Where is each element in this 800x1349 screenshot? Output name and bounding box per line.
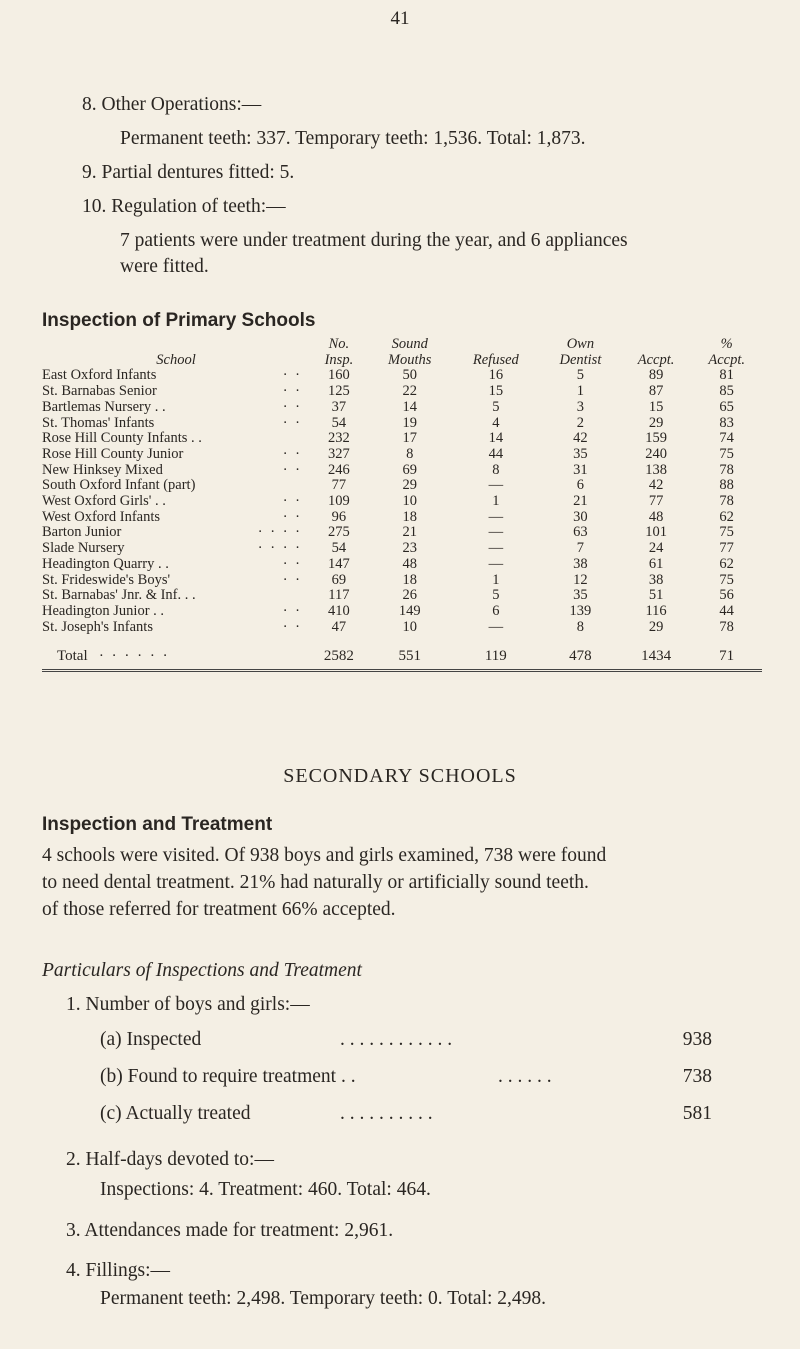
cell-refused: 1 [492, 571, 500, 588]
cell-accpt: 89 [648, 367, 664, 384]
cell-sound: 18 [402, 571, 417, 588]
cell-sound: 149 [398, 602, 421, 619]
total-refused: 119 [484, 648, 507, 665]
cell-sound: 21 [402, 524, 417, 541]
particulars-2-label: 2. Half-days devoted to:— [66, 1149, 274, 1170]
cell-pct: 85 [719, 383, 734, 400]
total-accpt: 1434 [641, 648, 672, 665]
cell-pct: 56 [719, 587, 734, 604]
cell-refused: 6 [492, 602, 500, 619]
cell-pct: 65 [719, 398, 734, 415]
cell-pct: 44 [719, 602, 734, 619]
cell-dentist: 30 [573, 508, 588, 525]
cell-accpt: 159 [645, 430, 667, 447]
school-name: St. Frideswide's Boys' · · [42, 571, 302, 588]
table-row [42, 400, 762, 416]
cell-accpt: 138 [645, 461, 667, 478]
cell-insp: 147 [328, 555, 350, 572]
school-name: St. Thomas' Infants · · [42, 414, 302, 431]
cell-insp: 410 [328, 602, 350, 619]
primary-schools-table [42, 337, 762, 672]
school-name: Rose Hill County Junior · · [42, 445, 302, 462]
table-row [42, 588, 762, 604]
particulars-1-label: 1. Number of boys and girls:— [66, 994, 310, 1015]
cell-accpt: 48 [648, 508, 664, 525]
item-8-detail: Permanent teeth: 337. Temporary teeth: 1,536. Total: 1,873. [120, 128, 586, 149]
cell-pct: 74 [719, 430, 734, 447]
table-row [42, 510, 762, 526]
cell-dentist: 7 [576, 540, 585, 557]
school-name: Barton Junior · · · · [42, 524, 302, 541]
school-name: East Oxford Infants · · [42, 367, 302, 384]
cell-insp: 96 [331, 508, 347, 525]
cell-accpt: 15 [648, 398, 664, 415]
cell-accpt: 87 [648, 383, 664, 400]
cell-refused: — [488, 540, 504, 557]
table-row [42, 478, 762, 494]
cell-accpt: 42 [648, 477, 664, 494]
cell-insp: 117 [328, 587, 350, 604]
primary-heading: Inspection of Primary Schools [42, 310, 316, 331]
cell-accpt: 61 [648, 555, 664, 572]
item-8-label: 8. Other Operations:— [82, 94, 262, 115]
cell-pct: 78 [719, 493, 734, 510]
item-10-line2: were fitted. [120, 256, 209, 277]
school-name: St. Barnabas' Jnr. & Inf. . . [42, 587, 196, 604]
cell-refused: 1 [492, 493, 500, 510]
item-9: 9. Partial dentures fitted: 5. [82, 162, 295, 183]
cell-pct: 77 [719, 540, 734, 557]
cell-sound: 23 [402, 540, 417, 557]
table-row [42, 557, 762, 573]
cell-dentist: 35 [573, 445, 588, 462]
cell-refused: — [488, 524, 504, 541]
school-name: Headington Quarry . . · · [42, 555, 302, 572]
col-pct-bot: Accpt. [708, 351, 745, 368]
total-label: Total · · · · · · [57, 648, 170, 665]
cell-accpt: 29 [648, 618, 664, 635]
school-name: West Oxford Girls' . . · · [42, 493, 302, 510]
cell-pct: 83 [719, 414, 734, 431]
cell-accpt: 116 [645, 602, 667, 619]
school-name: South Oxford Infant (part) [42, 477, 196, 494]
cell-sound: 18 [402, 508, 417, 525]
cell-sound: 26 [402, 587, 417, 604]
cell-dentist: 42 [573, 430, 588, 447]
cell-pct: 75 [719, 524, 734, 541]
cell-dentist: 3 [576, 398, 585, 415]
cell-insp: 327 [328, 445, 350, 462]
cell-pct: 78 [719, 461, 734, 478]
cell-dentist: 63 [573, 524, 588, 541]
particulars-1a: (a) Inspected . . . . . . . . . . . . 938 [100, 1029, 712, 1050]
school-name: Slade Nursery · · · · [42, 540, 302, 557]
cell-accpt: 29 [648, 414, 664, 431]
cell-sound: 8 [406, 445, 414, 462]
cell-refused: 4 [492, 414, 500, 431]
cell-insp: 275 [328, 524, 350, 541]
cell-insp: 77 [331, 477, 347, 494]
cell-dentist: 139 [569, 602, 592, 619]
col-no-bot: Insp. [324, 351, 354, 368]
cell-insp: 246 [328, 461, 350, 478]
secondary-heading: Inspection and Treatment [42, 814, 273, 835]
table-row [42, 525, 762, 541]
cell-sound: 29 [402, 477, 417, 494]
cell-insp: 47 [331, 618, 347, 635]
cell-refused: 5 [492, 587, 500, 604]
table-row [42, 431, 762, 447]
cell-dentist: 6 [576, 477, 585, 494]
item-10-line1: 7 patients were under treatment during the year, and 6 appliances [120, 230, 628, 251]
school-name: Headington Junior . . · · [42, 602, 302, 619]
col-no-top: No. [328, 336, 350, 352]
cell-dentist: 35 [573, 587, 588, 604]
table-row [42, 541, 762, 557]
secondary-para-line3: of those referred for treatment 66% accepted. [42, 899, 396, 920]
table-header-row-2 [42, 353, 762, 369]
particulars-2-detail: Inspections: 4. Treatment: 460. Total: 464. [100, 1179, 431, 1200]
cell-refused: 16 [488, 367, 504, 384]
cell-insp: 54 [331, 540, 347, 557]
cell-pct: 81 [719, 367, 734, 384]
col-own-top: Own [566, 336, 595, 352]
cell-dentist: 21 [573, 493, 588, 510]
table-row [42, 368, 762, 384]
table-row [42, 416, 762, 432]
cell-dentist: 8 [576, 618, 585, 635]
cell-refused: — [488, 508, 504, 525]
school-name: West Oxford Infants · · [42, 508, 302, 525]
cell-insp: 232 [328, 430, 350, 447]
particulars-heading: Particulars of Inspections and Treatment [42, 960, 362, 981]
cell-refused: — [488, 618, 504, 635]
school-name: New Hinksey Mixed · · [42, 461, 302, 478]
secondary-para-line2: to need dental treatment. 21% had naturally or artificially sound teeth. [42, 872, 589, 893]
page-number: 41 [390, 8, 410, 29]
cell-sound: 10 [402, 493, 417, 510]
cell-accpt: 101 [645, 524, 667, 541]
cell-dentist: 12 [573, 571, 588, 588]
cell-accpt: 77 [648, 493, 664, 510]
table-row [42, 604, 762, 620]
cell-refused: 5 [492, 398, 500, 415]
school-name: Bartlemas Nursery . . · · [42, 398, 302, 415]
total-dentist: 478 [569, 648, 592, 665]
total-sound: 551 [398, 648, 421, 665]
col-pct-top: % [720, 336, 733, 352]
cell-insp: 37 [331, 398, 347, 415]
col-accpt: Accpt. [637, 351, 675, 368]
item-10-label: 10. Regulation of teeth:— [82, 196, 286, 217]
table-row [42, 384, 762, 400]
secondary-para-line1: 4 schools were visited. Of 938 boys and girls examined, 738 were found [42, 845, 607, 866]
cell-insp: 69 [331, 571, 347, 588]
table-header-row-1 [42, 337, 762, 353]
cell-pct: 88 [719, 477, 734, 494]
col-sound-top: Sound [391, 336, 428, 352]
cell-dentist: 5 [576, 367, 585, 384]
cell-dentist: 38 [573, 555, 588, 572]
cell-sound: 14 [402, 398, 417, 415]
cell-insp: 160 [328, 367, 350, 384]
cell-sound: 17 [402, 430, 417, 447]
table-row [42, 463, 762, 479]
particulars-1b: (b) Found to require treatment . . . . . . . . 738 [100, 1066, 712, 1087]
particulars-3: 3. Attendances made for treatment: 2,961. [66, 1220, 394, 1241]
table-row [42, 494, 762, 510]
cell-refused: 14 [488, 430, 504, 447]
cell-pct: 62 [719, 555, 734, 572]
col-school: School [156, 351, 196, 368]
cell-accpt: 240 [645, 445, 667, 462]
particulars-4-label: 4. Fillings:— [66, 1260, 171, 1281]
cell-insp: 109 [328, 493, 350, 510]
cell-refused: 44 [488, 445, 504, 462]
cell-pct: 78 [719, 618, 734, 635]
cell-insp: 54 [331, 414, 347, 431]
cell-sound: 19 [402, 414, 417, 431]
cell-accpt: 38 [648, 571, 664, 588]
cell-sound: 22 [402, 383, 417, 400]
cell-dentist: 1 [576, 383, 585, 400]
cell-accpt: 51 [648, 587, 664, 604]
cell-refused: 8 [492, 461, 500, 478]
particulars-1c: (c) Actually treated . . . . . . . . . . 581 [100, 1103, 712, 1124]
cell-pct: 75 [719, 445, 734, 462]
col-sound-bot: Mouths [387, 351, 432, 368]
total-pct: 71 [719, 648, 735, 665]
table-row [42, 620, 762, 636]
cell-refused: — [488, 555, 504, 572]
cell-sound: 48 [402, 555, 417, 572]
col-refused: Refused [472, 351, 519, 368]
cell-sound: 10 [402, 618, 417, 635]
table-row [42, 447, 762, 463]
cell-dentist: 31 [573, 461, 588, 478]
cell-sound: 50 [402, 367, 417, 384]
cell-insp: 125 [328, 383, 350, 400]
total-row [42, 635, 762, 670]
table-row [42, 573, 762, 589]
particulars-4-detail: Permanent teeth: 2,498. Temporary teeth: 0. Total: 2,498. [100, 1288, 547, 1309]
cell-refused: — [488, 477, 504, 494]
cell-accpt: 24 [648, 540, 664, 557]
school-name: St. Joseph's Infants · · [42, 618, 302, 635]
secondary-title: SECONDARY SCHOOLS [283, 765, 517, 787]
cell-pct: 75 [719, 571, 734, 588]
school-name: Rose Hill County Infants . . [42, 430, 202, 447]
cell-dentist: 2 [576, 414, 585, 431]
col-own-bot: Dentist [559, 351, 602, 368]
cell-refused: 15 [488, 383, 504, 400]
school-name: St. Barnabas Senior · · [42, 383, 302, 400]
cell-sound: 69 [402, 461, 417, 478]
cell-pct: 62 [719, 508, 734, 525]
total-insp: 2582 [323, 648, 354, 665]
